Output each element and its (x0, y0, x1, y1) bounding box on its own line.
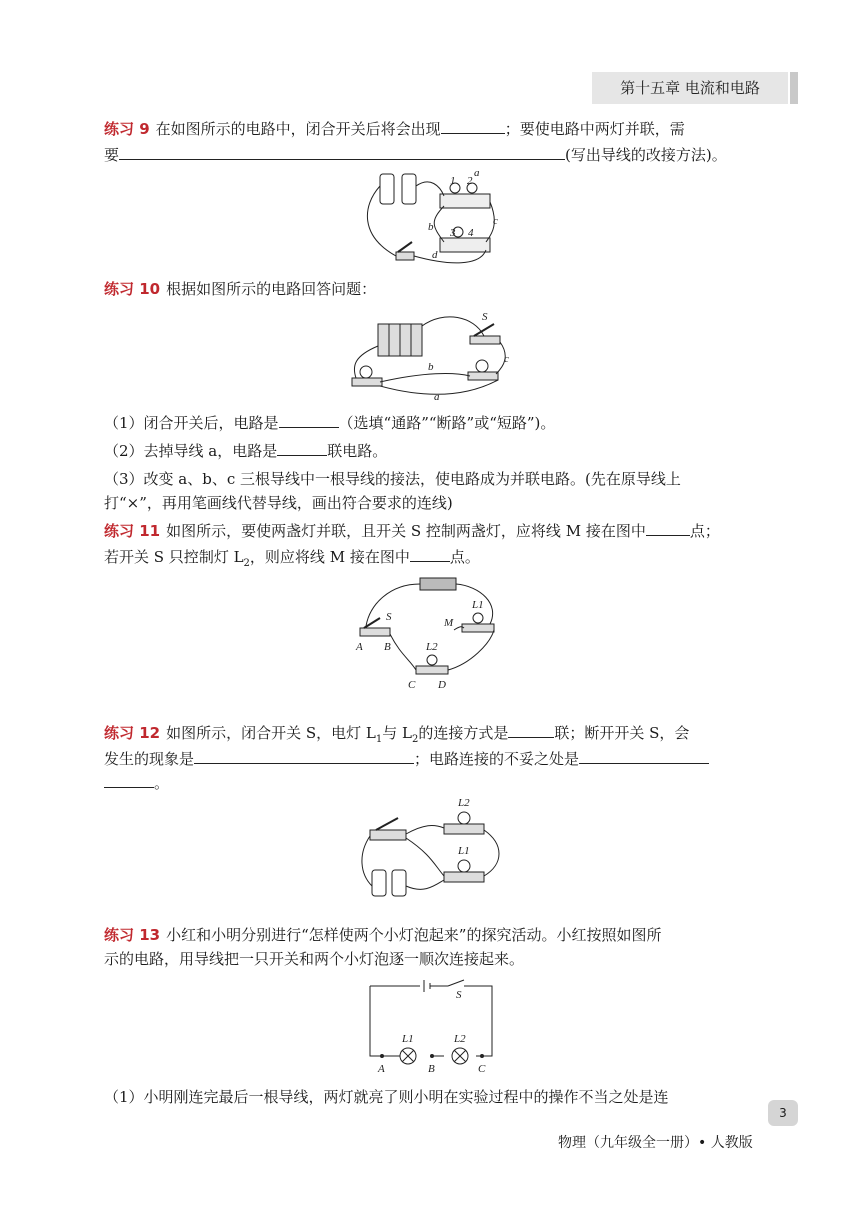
ex13-line2: 示的电路，用导线把一只开关和两个小灯泡逐一顺次连接起来。 (104, 950, 525, 968)
ex10-circuit-figure (344, 306, 516, 402)
ex10-q2-text-a: （2）去掉导线 a，电路是 (104, 442, 278, 460)
ex11-text-2c: 点。 (449, 548, 480, 566)
ex9-blank-2[interactable] (119, 143, 565, 160)
ex10-label-s: S (482, 311, 488, 323)
ex11-label-b: B (384, 641, 391, 653)
ex11-text-1b: 点； (689, 522, 720, 540)
ex13-label-a: A (378, 1063, 385, 1075)
ex11-circuit-figure (350, 574, 510, 692)
ex12-text-2b: ；电路连接的不妥之处是 (414, 750, 580, 768)
header-tab-decoration (790, 72, 798, 104)
ex11-line1 (104, 518, 760, 544)
ex10-q2 (104, 438, 760, 464)
ex13-label-b: B (428, 1063, 435, 1075)
ex9-text-1b: ；要使电路中两灯并联，需 (504, 120, 685, 138)
ex9-label-1: 1 (450, 175, 456, 187)
ex12-text-3: 。 (154, 774, 170, 792)
ex11-blank-2[interactable] (410, 545, 450, 562)
ex10-q1-text-b: （选填“通路”“断路”或“短路”)。 (338, 414, 556, 432)
ex9-label-d: d (432, 249, 438, 261)
ex10-label-c: c (504, 353, 509, 365)
ex12-text-1c: 的连接方式是 (418, 724, 509, 742)
ex12-sub-1: 1 (375, 734, 383, 745)
ex9-line2 (104, 142, 760, 168)
ex11-text-2b: ，则应将线 M 接在图中 (249, 548, 410, 566)
page-number: 3 (768, 1100, 798, 1126)
ex9-label: 练习 9 (104, 120, 150, 138)
ex9-blank-1[interactable] (441, 117, 505, 134)
ex9-label-2: 2 (467, 175, 473, 187)
ex10-text: 根据如图所示的电路回答问题： (166, 280, 377, 298)
ex13-line1 (104, 922, 760, 948)
ex10-q1 (104, 410, 760, 436)
ex9-label-3: 3 (450, 227, 456, 239)
ex11-blank-1[interactable] (646, 519, 690, 536)
ex10-q2-text-b: 联电路。 (327, 442, 388, 460)
ex10-label-a: a (434, 391, 440, 402)
ex9-label-a: a (474, 167, 480, 179)
ex10-q3-line2: 打“×”，再用笔画线代替导线，画出符合要求的连线) (104, 494, 453, 512)
ex12-text-2a: 发生的现象是 (104, 750, 195, 768)
ex11-line2 (104, 544, 760, 577)
ex12-line3 (104, 770, 760, 796)
ex13-label: 练习 13 (104, 926, 161, 944)
ex10-q3-line1: （3）改变 a、b、c 三根导线中一根导线的接法，使电路成为并联电路。(先在原导线上 (104, 470, 681, 488)
ex10-label: 练习 10 (104, 280, 161, 298)
ex12-blank-3-cont[interactable] (104, 771, 154, 788)
footer-text: 物理（九年级全一册）• 人教版 (558, 1135, 753, 1151)
ex11-text-2a: 若开关 S 只控制灯 L (104, 548, 244, 566)
ex11-label-s: S (386, 611, 392, 623)
ex12-sub-2: 2 (412, 734, 419, 745)
ex11-label-m: M (444, 617, 454, 629)
ex13-circuit-figure (360, 976, 510, 1076)
ex12-blank-1[interactable] (508, 721, 554, 738)
ex11-label-l2: L2 (426, 641, 438, 653)
ex11-label-l1: L1 (472, 599, 484, 611)
ex12-blank-2[interactable] (194, 747, 414, 764)
ex11-label-d: D (438, 679, 446, 691)
ex12-text-1d: 联；断开开关 S，会 (554, 724, 690, 742)
ex13-label-c: C (478, 1063, 486, 1075)
ex13-q1: （1）小明刚连完最后一根导线，两灯就亮了则小明在实验过程中的操作不当之处是连 (104, 1088, 669, 1106)
ex11-text-1a: 如图所示，要使两盏灯并联，且开关 S 控制两盏灯，应将线 M 接在图中 (166, 522, 646, 540)
ex9-line1 (104, 116, 760, 142)
ex11-label-c: C (408, 679, 416, 691)
ex12-label-l1: L1 (458, 845, 470, 857)
ex10-q1-text-a: （1）闭合开关后，电路是 (104, 414, 279, 432)
ex9-label-4: 4 (468, 227, 474, 239)
ex9-circuit-figure (360, 166, 500, 270)
ex12-label-l2: L2 (458, 797, 470, 809)
ex13-label-l2: L2 (454, 1033, 466, 1045)
ex9-label-b: b (428, 221, 434, 233)
ex9-text-1a: 在如图所示的电路中，闭合开关后将会出现 (155, 120, 441, 138)
ex11-label-a: A (356, 641, 363, 653)
ex13-text-1: 小红和小明分别进行“怎样使两个小灯泡起来”的探究活动。小红按照如图所 (166, 926, 662, 944)
ex13-label-l1: L1 (402, 1033, 414, 1045)
ex9-label-c: c (493, 215, 498, 227)
ex9-text-2b: (写出导线的改接方法)。 (565, 146, 727, 164)
ex9-text-2a: 要 (104, 146, 120, 164)
ex10-line1 (104, 276, 760, 302)
ex11-label: 练习 11 (104, 522, 161, 540)
ex12-label: 练习 12 (104, 724, 161, 742)
ex10-q2-blank[interactable] (277, 439, 327, 456)
ex12-blank-3[interactable] (579, 747, 709, 764)
ex12-circuit-figure (354, 794, 510, 904)
ex13-label-s: S (456, 989, 462, 1001)
ex12-text-1a: 如图所示，闭合开关 S，电灯 L (166, 724, 376, 742)
ex11-sub-2: 2 (243, 558, 250, 569)
ex12-line2 (104, 746, 760, 772)
ex10-q1-blank[interactable] (279, 411, 339, 428)
ex10-label-b: b (428, 361, 434, 373)
chapter-header: 第十五章 电流和电路 (592, 72, 788, 104)
ex12-text-1b: 与 L (382, 724, 412, 742)
